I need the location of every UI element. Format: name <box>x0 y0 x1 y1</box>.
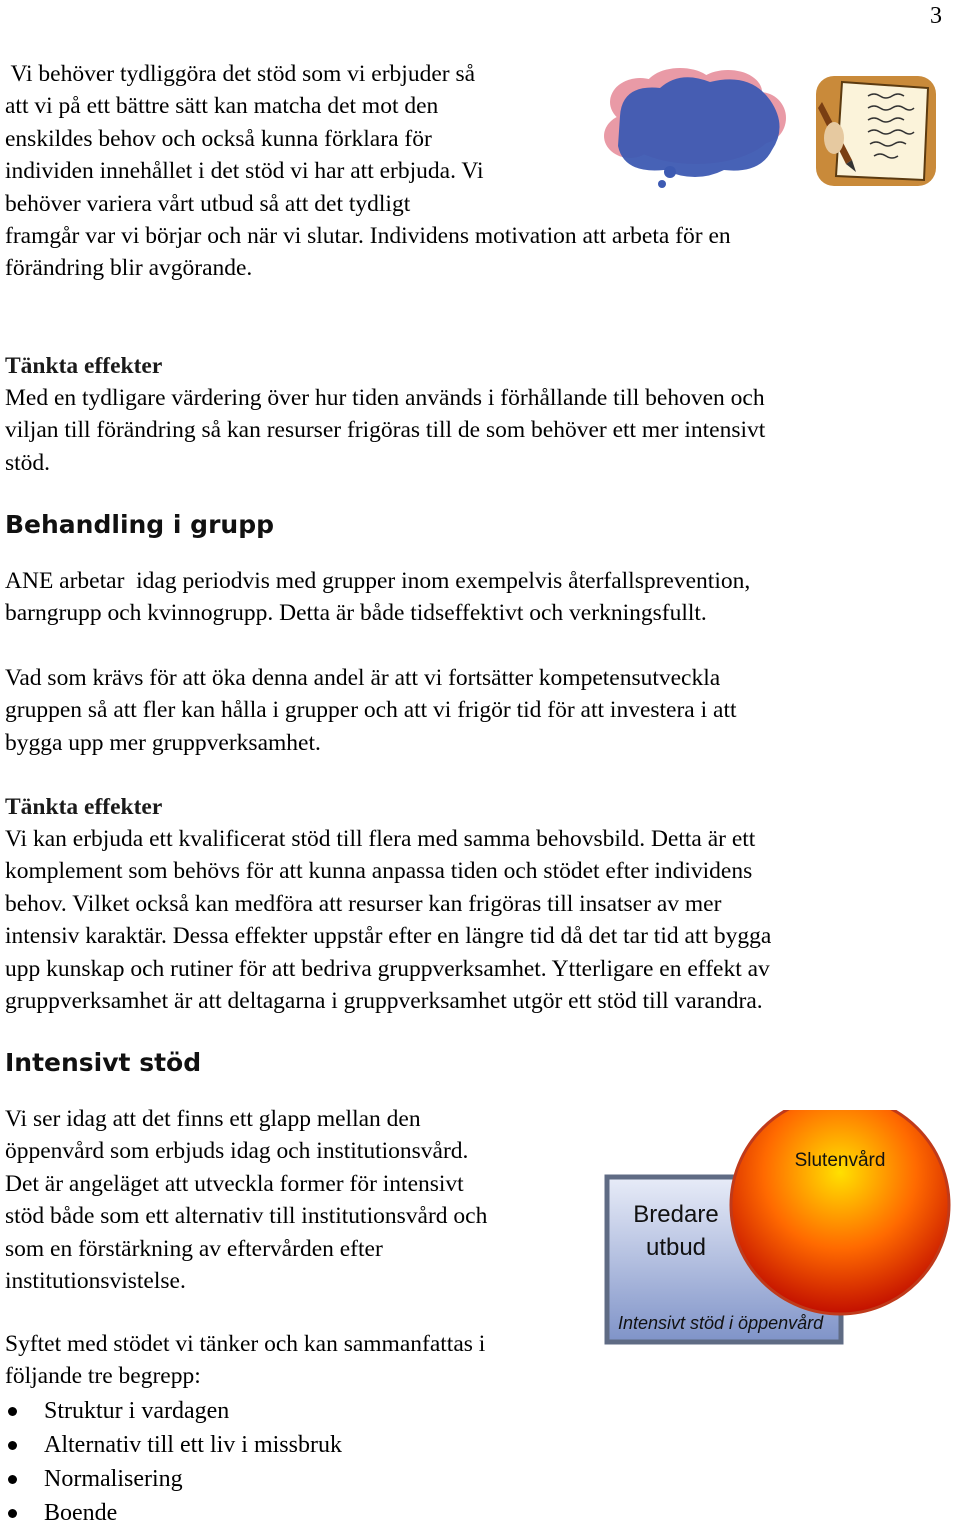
intensive-paragraph-2 <box>5 1328 595 1393</box>
text-line: gruppen så att fler kan hålla i grupper och att vi frigör tid för att investera i att <box>5 697 737 724</box>
intensive-paragraph-1 <box>5 1103 595 1297</box>
text-line: Vi ser idag att det finns ett glapp mellan den <box>5 1106 421 1132</box>
text-line: att vi på ett bättre sätt kan matcha det mot den <box>5 93 439 120</box>
effects-paragraph <box>5 823 945 1017</box>
care-levels-diagram <box>604 1110 956 1350</box>
text-line: följande tre begrepp: <box>5 1363 201 1390</box>
text-line: komplement som behövs för att kunna anpassa tiden och stödet efter individens <box>5 858 753 885</box>
section-heading: Intensivt stöd <box>5 1048 202 1077</box>
diagram-box-label-line2: utbud <box>645 1234 707 1261</box>
group-paragraph-2 <box>5 662 945 759</box>
text-line: som en förstärkning av eftervården efter <box>5 1235 383 1262</box>
text-line: stöd. <box>5 449 51 476</box>
text-line: Vad som krävs för att öka denna andel är att vi fortsätter kompetensutveckla <box>5 665 721 691</box>
text-line: upp kunskap och rutiner för att bedriva gruppverksamhet. Ytterligare en effekt av <box>5 955 770 982</box>
text-line: institutionsvistelse. <box>5 1268 186 1295</box>
section-subheading: Tänkta effekter <box>5 353 163 379</box>
section-heading: Behandling i grupp <box>5 510 274 539</box>
text-line: Det är angeläget att utveckla former för intensivt <box>5 1170 464 1197</box>
text-line: bygga upp mer gruppverksamhet. <box>5 729 321 756</box>
diagram-circle-label: Slutenvård <box>794 1150 886 1171</box>
text-line: förändring blir avgörande. <box>5 255 253 282</box>
text-line: framgår var vi börjar och när vi slutar. Individens motivation att arbeta för en <box>5 223 731 250</box>
list-item: Normalisering <box>2 1462 562 1496</box>
text-line: stöd både som ett alternativ till institutionsvård och <box>5 1203 488 1230</box>
text-line: behöver variera vårt utbud så att det tydligt <box>5 190 411 217</box>
page-number: 3 <box>930 3 942 29</box>
text-line: barngrupp och kvinnogrupp. Detta är både tidseffektivt och verkningsfullt. <box>5 600 707 627</box>
diagram-box-label <box>626 1198 726 1264</box>
diagram-bottom-label: Intensivt stöd i öppenvård <box>618 1313 824 1333</box>
bullet-list <box>2 1394 562 1530</box>
text-line: enskildes behov och också kunna förklara för <box>5 125 432 152</box>
text-line: öppenvård som erbjuds idag och institutionsvård. <box>5 1138 469 1165</box>
text-line: Syftet med stödet vi tänker och kan sammanfattas i <box>5 1331 486 1357</box>
text-line: individen innehållet i det stöd vi har att erbjuda. Vi <box>5 158 484 185</box>
text-line: viljan till förändring så kan resurser frigöras till de som behöver ett mer intensivt <box>5 417 766 444</box>
list-item: Alternativ till ett liv i missbruk <box>2 1428 562 1462</box>
list-item: Boende <box>2 1496 562 1530</box>
section-subheading: Tänkta effekter <box>5 794 163 820</box>
text-line: Vi kan erbjuda ett kvalificerat stöd till flera med samma behovsbild. Detta är ett <box>5 826 756 852</box>
text-line: gruppverksamhet är att deltagarna i gruppverksamhet utgör ett stöd till varandra. <box>5 988 763 1015</box>
thought-cloud-icon <box>600 66 790 192</box>
writing-paper-icon <box>812 72 940 190</box>
text-line: behov. Vilket också kan medföra att resurser kan frigöras till insatser av mer <box>5 890 722 917</box>
list-item: Struktur i vardagen <box>2 1394 562 1428</box>
text-line: ANE arbetar idag periodvis med grupper inom exempelvis återfallsprevention, <box>5 568 751 594</box>
text-line: intensiv karaktär. Dessa effekter uppstår efter en längre tid då det tar tid att bygga <box>5 923 772 950</box>
text-line: Vi behöver tydliggöra det stöd som vi erbjuder så <box>5 61 476 87</box>
diagram-circle <box>731 1110 949 1314</box>
diagram-box-label-line1: Bredare <box>633 1201 719 1228</box>
group-paragraph-1 <box>5 565 945 630</box>
text-line: Med en tydligare värdering över hur tiden används i förhållande till behoven och <box>5 385 765 411</box>
effects-paragraph <box>5 382 945 479</box>
